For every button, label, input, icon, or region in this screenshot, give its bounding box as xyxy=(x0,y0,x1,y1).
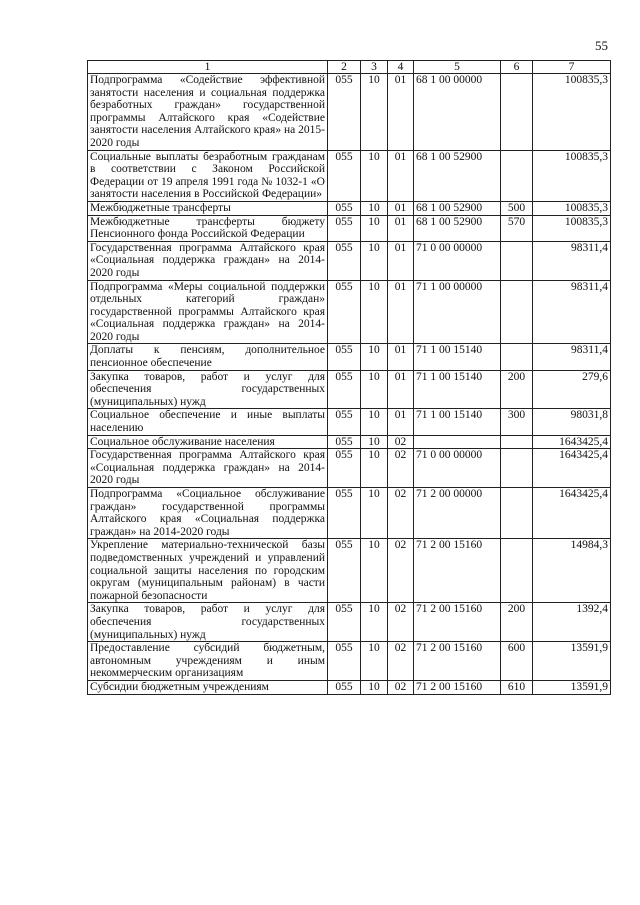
section-code-cell: 10 xyxy=(361,680,388,694)
expense-type-cell xyxy=(501,539,533,603)
ministry-code-cell: 055 xyxy=(328,201,361,215)
target-article-cell: 71 1 00 15140 xyxy=(414,344,501,370)
expense-type-cell xyxy=(501,488,533,539)
section-code-cell: 10 xyxy=(361,435,388,449)
section-code-cell: 10 xyxy=(361,449,388,488)
subsection-code-cell: 01 xyxy=(388,150,414,201)
table-row xyxy=(88,150,611,201)
row-name-cell: Социальное обслуживание населения xyxy=(88,435,328,449)
target-article-cell: 71 2 00 15160 xyxy=(414,680,501,694)
ministry-code-cell: 055 xyxy=(328,241,361,280)
amount-cell: 1392,4 xyxy=(533,603,611,642)
amount-cell: 13591,9 xyxy=(533,680,611,694)
table-row xyxy=(88,344,611,370)
target-article-cell: 71 1 00 00000 xyxy=(414,280,501,344)
expense-type-cell: 500 xyxy=(501,201,533,215)
subsection-code-cell: 01 xyxy=(388,280,414,344)
row-name-cell: Подпрограмма «Меры социальной поддержки отдельных категорий граждан» государственной программы Алтайского края «Социальная поддержка граждан» на 2014-2020 годы xyxy=(88,280,328,344)
section-code-cell: 10 xyxy=(361,409,388,435)
target-article-cell: 68 1 00 52900 xyxy=(414,150,501,201)
subsection-code-cell: 01 xyxy=(388,344,414,370)
ministry-code-cell: 055 xyxy=(328,680,361,694)
amount-cell: 1643425,4 xyxy=(533,488,611,539)
ministry-code-cell: 055 xyxy=(328,370,361,409)
expense-type-cell xyxy=(501,344,533,370)
header-row xyxy=(88,61,611,74)
expense-type-cell xyxy=(501,449,533,488)
section-code-cell: 10 xyxy=(361,488,388,539)
table-row xyxy=(88,603,611,642)
row-name-cell: Подпрограмма «Социальное обслуживание граждан» государственной программы Алтайского края «Социальная поддержка граждан» на 2014-2020 годы xyxy=(88,488,328,539)
column-header: 4 xyxy=(388,61,414,74)
table-row xyxy=(88,488,611,539)
target-article-cell: 71 0 00 00000 xyxy=(414,449,501,488)
target-article-cell: 68 1 00 52900 xyxy=(414,215,501,241)
subsection-code-cell: 02 xyxy=(388,539,414,603)
row-name-cell: Доплаты к пенсиям, дополнительное пенсионное обеспечение xyxy=(88,344,328,370)
column-header: 2 xyxy=(328,61,361,74)
expense-type-cell: 200 xyxy=(501,370,533,409)
amount-cell: 100835,3 xyxy=(533,150,611,201)
expense-type-cell: 610 xyxy=(501,680,533,694)
row-name-cell: Социальные выплаты безработным гражданам в соответствии с Законом Российской Федерации от 19 апреля 1991 года № 1032-1 «О занятости населения в Российской Федерации» xyxy=(88,150,328,201)
expense-type-cell xyxy=(501,280,533,344)
row-name-cell: Межбюджетные трансферты xyxy=(88,201,328,215)
row-name-cell: Закупка товаров, работ и услуг для обеспечения государственных (муниципальных) нужд xyxy=(88,603,328,642)
row-name-cell: Укрепление материально-технической базы подведомственных учреждений и управлений социальной защиты населения по городским округам (муниципальным районам) в части пожарной безопасности xyxy=(88,539,328,603)
amount-cell: 98311,4 xyxy=(533,241,611,280)
section-code-cell: 10 xyxy=(361,539,388,603)
target-article-cell: 71 2 00 00000 xyxy=(414,488,501,539)
column-header: 7 xyxy=(533,61,611,74)
table-row xyxy=(88,409,611,435)
ministry-code-cell: 055 xyxy=(328,280,361,344)
target-article-cell: 71 1 00 15140 xyxy=(414,370,501,409)
ministry-code-cell: 055 xyxy=(328,344,361,370)
amount-cell: 14984,3 xyxy=(533,539,611,603)
ministry-code-cell: 055 xyxy=(328,539,361,603)
table-row xyxy=(88,74,611,151)
ministry-code-cell: 055 xyxy=(328,435,361,449)
subsection-code-cell: 02 xyxy=(388,435,414,449)
amount-cell: 100835,3 xyxy=(533,215,611,241)
subsection-code-cell: 01 xyxy=(388,215,414,241)
row-name-cell: Межбюджетные трансферты бюджету Пенсионного фонда Российской Федерации xyxy=(88,215,328,241)
subsection-code-cell: 01 xyxy=(388,74,414,151)
target-article-cell: 71 2 00 15160 xyxy=(414,539,501,603)
column-header: 5 xyxy=(414,61,501,74)
subsection-code-cell: 02 xyxy=(388,680,414,694)
row-name-cell: Предоставление субсидий бюджетным, автономным учреждениям и иным некоммерческим организациям xyxy=(88,642,328,681)
section-code-cell: 10 xyxy=(361,370,388,409)
subsection-code-cell: 01 xyxy=(388,241,414,280)
amount-cell: 1643425,4 xyxy=(533,435,611,449)
target-article-cell: 68 1 00 00000 xyxy=(414,74,501,151)
subsection-code-cell: 02 xyxy=(388,603,414,642)
row-name-cell: Закупка товаров, работ и услуг для обеспечения государственных (муниципальных) нужд xyxy=(88,370,328,409)
ministry-code-cell: 055 xyxy=(328,74,361,151)
amount-cell: 1643425,4 xyxy=(533,449,611,488)
row-name-cell: Государственная программа Алтайского края «Социальная поддержка граждан» на 2014-2020 годы xyxy=(88,449,328,488)
expense-type-cell xyxy=(501,241,533,280)
subsection-code-cell: 01 xyxy=(388,409,414,435)
expense-type-cell: 300 xyxy=(501,409,533,435)
ministry-code-cell: 055 xyxy=(328,603,361,642)
target-article-cell: 71 2 00 15160 xyxy=(414,642,501,681)
table-row xyxy=(88,435,611,449)
section-code-cell: 10 xyxy=(361,603,388,642)
column-header: 1 xyxy=(88,61,328,74)
budget-table xyxy=(87,60,611,695)
ministry-code-cell: 055 xyxy=(328,150,361,201)
ministry-code-cell: 055 xyxy=(328,215,361,241)
row-name-cell: Субсидии бюджетным учреждениям xyxy=(88,680,328,694)
row-name-cell: Государственная программа Алтайского края «Социальная поддержка граждан» на 2014-2020 годы xyxy=(88,241,328,280)
section-code-cell: 10 xyxy=(361,201,388,215)
target-article-cell: 71 1 00 15140 xyxy=(414,409,501,435)
subsection-code-cell: 01 xyxy=(388,370,414,409)
section-code-cell: 10 xyxy=(361,344,388,370)
table-row xyxy=(88,680,611,694)
subsection-code-cell: 02 xyxy=(388,449,414,488)
target-article-cell: 71 0 00 00000 xyxy=(414,241,501,280)
subsection-code-cell: 02 xyxy=(388,642,414,681)
amount-cell: 279,6 xyxy=(533,370,611,409)
section-code-cell: 10 xyxy=(361,241,388,280)
ministry-code-cell: 055 xyxy=(328,642,361,681)
section-code-cell: 10 xyxy=(361,74,388,151)
section-code-cell: 10 xyxy=(361,215,388,241)
amount-cell: 13591,9 xyxy=(533,642,611,681)
target-article-cell: 68 1 00 52900 xyxy=(414,201,501,215)
expense-type-cell: 600 xyxy=(501,642,533,681)
expense-type-cell xyxy=(501,74,533,151)
row-name-cell: Социальное обеспечение и иные выплаты населению xyxy=(88,409,328,435)
amount-cell: 98311,4 xyxy=(533,280,611,344)
amount-cell: 98031,8 xyxy=(533,409,611,435)
amount-cell: 98311,4 xyxy=(533,344,611,370)
amount-cell: 100835,3 xyxy=(533,201,611,215)
column-header: 3 xyxy=(361,61,388,74)
subsection-code-cell: 02 xyxy=(388,488,414,539)
table-row xyxy=(88,370,611,409)
table-row xyxy=(88,241,611,280)
section-code-cell: 10 xyxy=(361,150,388,201)
expense-type-cell: 200 xyxy=(501,603,533,642)
ministry-code-cell: 055 xyxy=(328,449,361,488)
target-article-cell: 71 2 00 15160 xyxy=(414,603,501,642)
target-article-cell xyxy=(414,435,501,449)
page-number: 55 xyxy=(595,38,608,53)
column-header: 6 xyxy=(501,61,533,74)
table-row xyxy=(88,280,611,344)
expense-type-cell xyxy=(501,150,533,201)
section-code-cell: 10 xyxy=(361,280,388,344)
expense-type-cell: 570 xyxy=(501,215,533,241)
table-row xyxy=(88,201,611,215)
table-row xyxy=(88,642,611,681)
ministry-code-cell: 055 xyxy=(328,488,361,539)
row-name-cell: Подпрограмма «Содействие эффективной занятости населения и социальная поддержка безработных граждан» государственной программы Алтайского края «Содействие занятости населения Алтайского края» на 2015-2020 годы xyxy=(88,74,328,151)
table-row xyxy=(88,539,611,603)
ministry-code-cell: 055 xyxy=(328,409,361,435)
table-row xyxy=(88,449,611,488)
expense-type-cell xyxy=(501,435,533,449)
table-row xyxy=(88,215,611,241)
amount-cell: 100835,3 xyxy=(533,74,611,151)
subsection-code-cell: 01 xyxy=(388,201,414,215)
section-code-cell: 10 xyxy=(361,642,388,681)
